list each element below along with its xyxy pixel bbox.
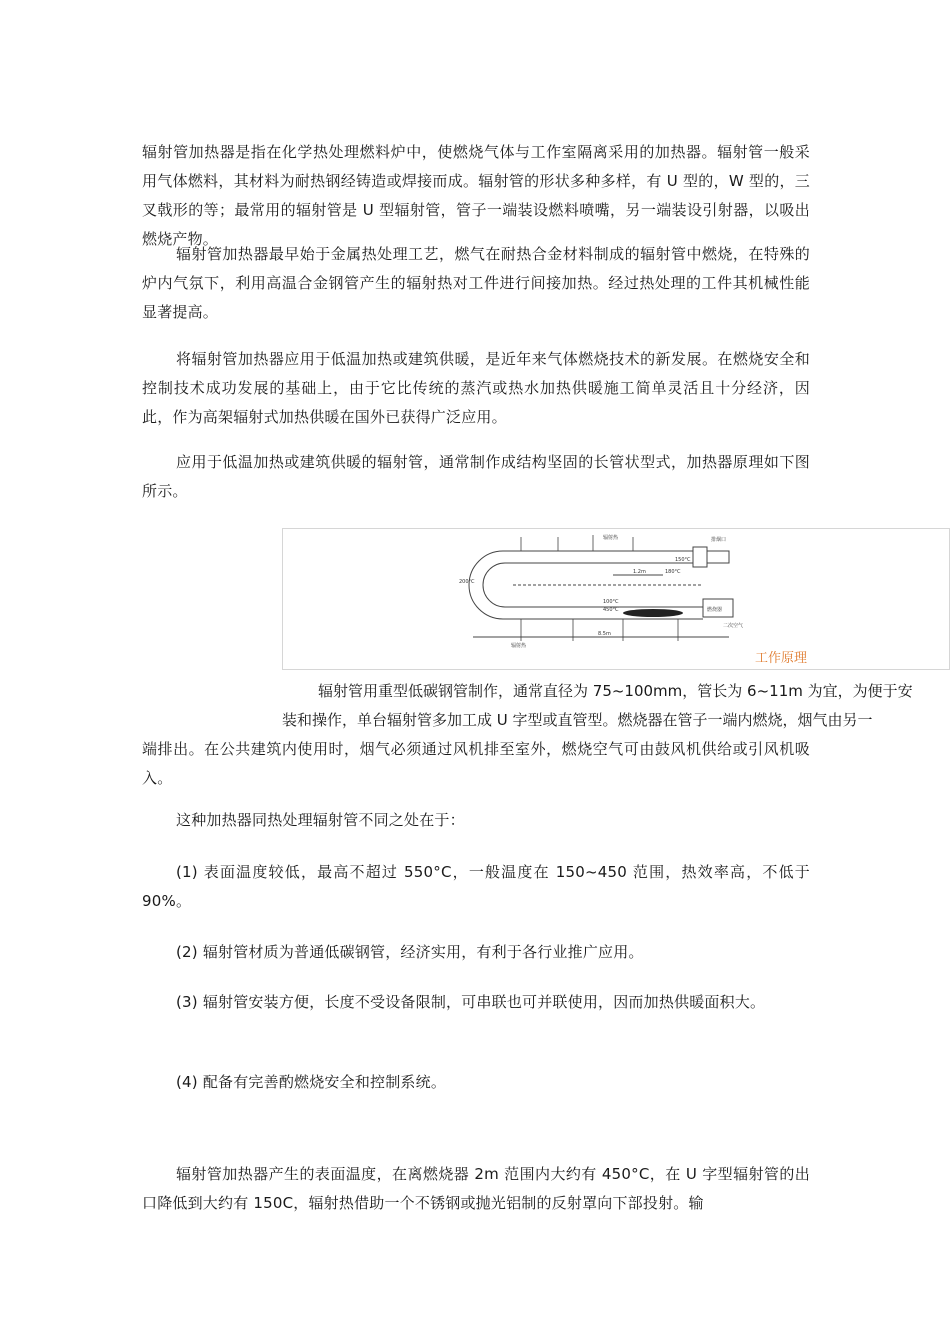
paragraph-5-rest: 端排出。在公共建筑内使用时，烟气必须通过风机排至室外，燃烧空气可由鼓风机供给或引风机吸入。 (142, 740, 810, 787)
label-length-total: 8.5m (598, 631, 611, 637)
label-radiant-heat-top: 辐射热 (603, 535, 619, 541)
label-temp-150: 150°C (675, 557, 691, 563)
paragraph-5-line-1: 辐射管用重型低碳钢管制作，通常直径为 75~100mm，管长为 6~11m 为宜，为便于安 (318, 682, 913, 700)
figure-working-principle (282, 528, 950, 670)
paragraph-4: 应用于低温加热或建筑供暖的辐射管，通常制作成结构坚固的长管状型式，加热器原理如下图所示。 (142, 453, 810, 500)
paragraph-6: 这种加热器同热处理辐射管不同之处在于： (176, 811, 465, 829)
label-secondary-air: 二次空气 (723, 623, 744, 629)
figure-caption: 工作原理 (755, 651, 808, 666)
list-item-1: (1) 表面温度较低，最高不超过 550°C，一般温度在 150~450 范围，热效率高，不低于 90%。 (142, 863, 810, 910)
label-temp-100: 100°C (603, 599, 619, 605)
label-burner: 燃烧器 (707, 607, 723, 613)
paragraph-7: 辐射管加热器产生的表面温度，在离燃烧器 2m 范围内大约有 450°C，在 U 字型辐射管的出口降低到大约有 150C，辐射热借助一个不锈钢或抛光铝制的反射罩向下部投射。输 (142, 1165, 810, 1212)
label-temp-450: 450°C (603, 607, 619, 613)
u-tube-diagram (453, 529, 773, 649)
label-length-partial: 1.2m (633, 569, 646, 575)
label-temp-180: 180°C (665, 569, 681, 575)
list-item-4: (4) 配备有完善酌燃烧安全和控制系统。 (176, 1073, 447, 1091)
paragraph-3: 将辐射管加热器应用于低温加热或建筑供暖，是近年来气体燃烧技术的新发展。在燃烧安全和控制技术成功发展的基础上，由于它比传统的蒸汽或热水加热供暖施工简单灵活且十分经济，因此，作为高架辐射式加热供暖在国外已获得广泛应用。 (142, 350, 810, 426)
list-item-2: (2) 辐射管材质为普通低碳钢管，经济实用，有利于各行业推广应用。 (176, 943, 644, 961)
label-radiant-heat-bottom: 辐射热 (511, 643, 527, 649)
label-exhaust-port: 排烟口 (711, 537, 727, 543)
flame-shape (623, 609, 683, 617)
list-item-3: (3) 辐射管安装方便，长度不受设备限制，可串联也可并联使用，因而加热供暖面积大。 (176, 993, 766, 1011)
label-temp-200: 200°C (459, 579, 475, 585)
paragraph-5-line-2: 装和操作，单台辐射管多加工成 U 字型或直管型。燃烧器在管子一端内燃烧，烟气由另一 (282, 711, 873, 729)
paragraph-1: 辐射管加热器是指在化学热处理燃料炉中，使燃烧气体与工作室隔离采用的加热器。辐射管一般采用气体燃料，其材料为耐热钢经铸造或焊接而成。辐射管的形状多种多样，有 U 型的，W 型的，三叉戟形的等；最常用的辐射管是 U 型辐射管，管子一端装设燃料喷嘴，另一端装设引射器，以吸出燃烧产物。 (142, 143, 810, 248)
paragraph-2: 辐射管加热器最早始于金属热处理工艺，燃气在耐热合金材料制成的辐射管中燃烧，在特殊的炉内气氛下，利用高温合金钢管产生的辐射热对工件进行间接加热。经过热处理的工件其机械性能显著提高。 (142, 245, 810, 321)
